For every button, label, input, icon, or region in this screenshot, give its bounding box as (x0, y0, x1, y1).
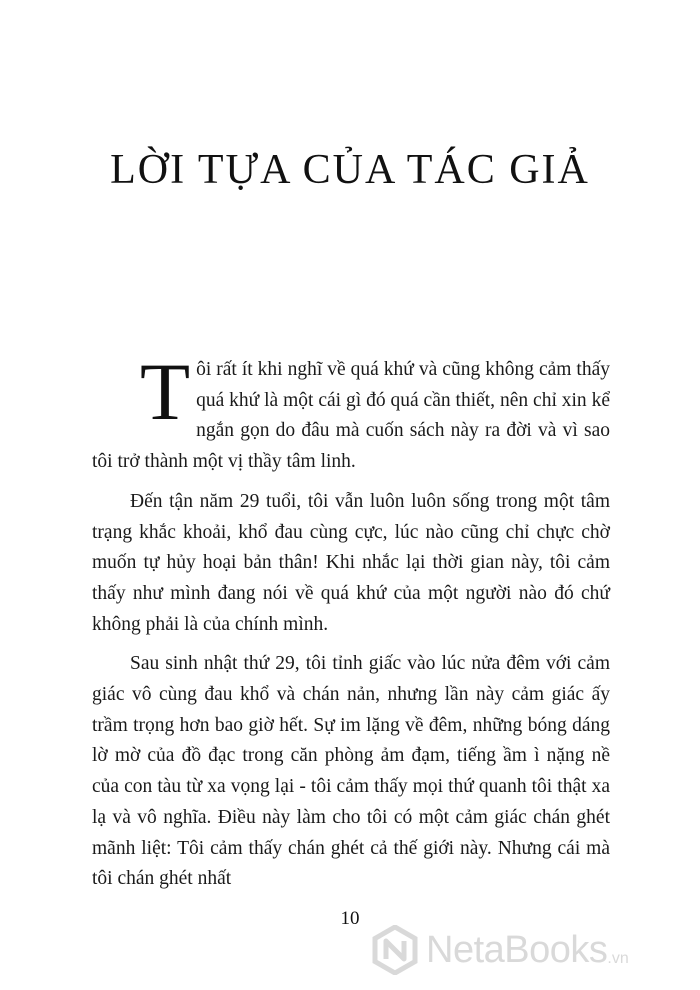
page-number: 10 (340, 908, 360, 929)
paragraph-3: Sau sinh nhật thứ 29, tôi tỉnh giấc vào lúc nửa đêm với cảm giác vô cùng đau khổ và chán nản, nhưng lần này cảm giác ấy trầm trọng hơn bao giờ hết. Sự im lặng về đêm, những bóng dáng lờ mờ của đồ đạc trong căn phòng ảm đạm, tiếng ầm ì nặng nề của con tàu từ xa vọng lại - tôi cảm thấy mọi thứ quanh tôi thật xa lạ và vô nghĩa. Điều này làm cho tôi có một cảm giác chán ghét mãnh liệt: Tôi cảm thấy chán ghét cả thế giới này. Nhưng cái mà tôi chán ghét nhất (92, 653, 610, 890)
drop-cap: T (140, 346, 191, 437)
paragraph-2: Đến tận năm 29 tuổi, tôi vẫn luôn luôn sống trong một tâm trạng khắc khoải, khổ đau cùng cực, lúc nào cũng chỉ chực chờ muốn tự hủy hoại bản thân! Khi nhắc lại thời gian này, tôi cảm thấy như mình đang nói về quá khứ của một người nào đó chứ không phải là của chính mình. (92, 490, 610, 635)
netabooks-logo-icon (370, 925, 420, 975)
chapter-title: LỜI TỰA CỦA TÁC GIẢ (110, 147, 590, 194)
body-text (92, 346, 610, 904)
watermark-text: NetaBooks (426, 928, 608, 971)
paragraph-1 (92, 346, 610, 478)
watermark (370, 920, 695, 980)
paragraph-1-text: ôi rất ít khi nghĩ về quá khứ và cũng không cảm thấy quá khứ là một cái gì đó quá cần thiết, nên chỉ xin kể ngắn gọn do đâu mà cuốn sách này ra đời và vì sao tôi trở thành một vị thầy tâm linh. (92, 359, 610, 473)
watermark-suffix: .vn (607, 950, 629, 967)
